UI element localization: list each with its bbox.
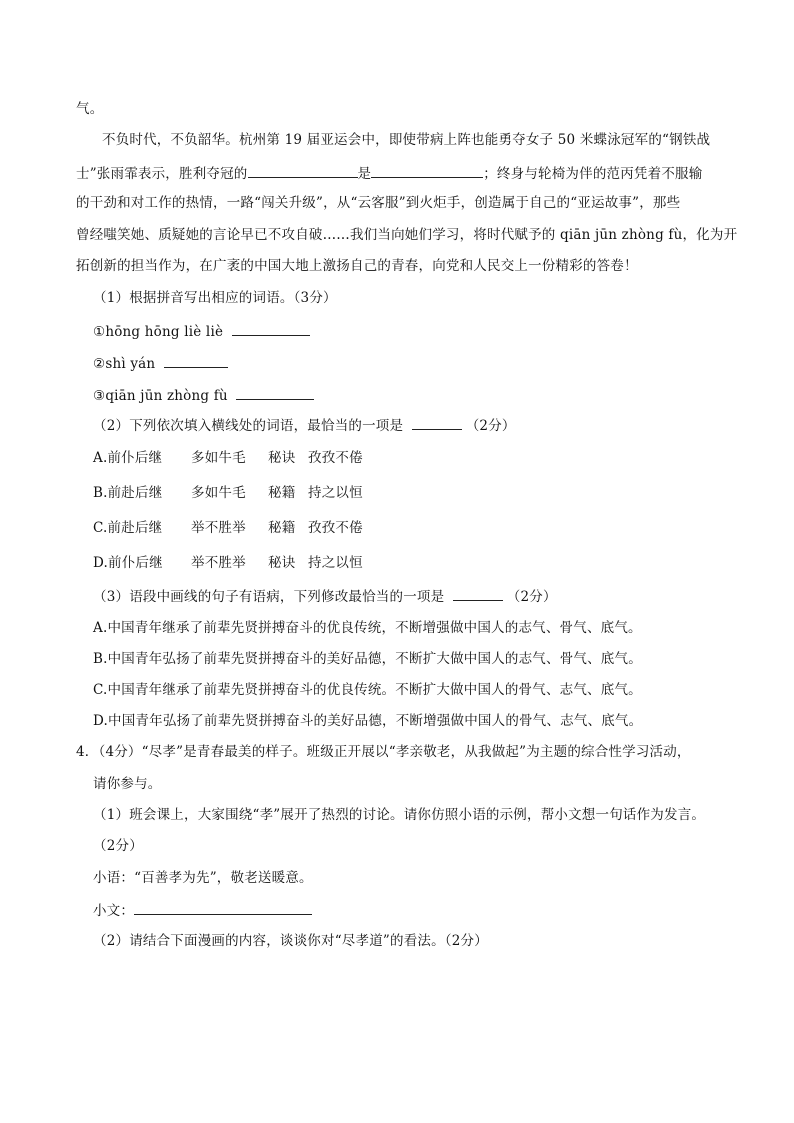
q2-prompt — [93, 415, 516, 435]
q3-answer-blank — [453, 586, 503, 601]
q4-sub1-prompt: （1）班会课上，大家围绕“孝”展开了热烈的讨论。请你仿照小语的示例，帮小文想一句话作为发言。 — [93, 807, 706, 823]
q2-option-d — [93, 554, 363, 572]
passage-line-3: 的干劲和对工作的热情，一路“闯关升级”，从“云客服”到火炬手，创造属于自己的“亚运故事”，那些 — [76, 195, 681, 211]
q1-item-1 — [93, 321, 310, 341]
q2-option-c-word-3: 秘籍 — [268, 520, 296, 536]
passage-line-2-end: ；终身与轮椅为伴的范丙凭着不服输 — [483, 166, 703, 182]
q1-prompt: （1）根据拼音写出相应的词语。（3分） — [93, 290, 337, 306]
q2-option-b — [93, 484, 363, 502]
blank-2 — [371, 163, 483, 178]
q2-points: （2分） — [465, 418, 516, 434]
q3-option-b: B.中国青年弘扬了前辈先贤拼搏奋斗的美好品德，不断扩大做中国人的志气、骨气、底气。 — [93, 651, 642, 667]
passage-line-2-start: 士”张雨霏表示，胜利夺冠的 — [76, 166, 248, 182]
passage-line-2-mid: 是 — [357, 166, 372, 182]
q1-item-1-pinyin: hōng hōng liè liè — [105, 324, 224, 340]
q3-points: （2分） — [506, 589, 557, 605]
passage-line-5: 拓创新的担当作为，在广袤的中国大地上激扬自己的青春，向党和人民交上一份精彩的答卷！ — [76, 258, 638, 274]
q2-option-a-word-1: A.前仆后继 — [93, 450, 163, 466]
q4-xiaowen-line — [93, 900, 312, 920]
q3-option-d: D.中国青年弘扬了前辈先贤拼搏奋斗的美好品德，不断增强做中国人的骨气、志气、底气。 — [93, 713, 643, 729]
q1-item-2 — [93, 353, 228, 373]
q2-prompt-text: （2）下列依次填入横线处的词语，最恰当的一项是 — [93, 418, 404, 434]
q1-item-2-answer-blank — [164, 353, 228, 368]
q2-option-c-word-4: 孜孜不倦 — [308, 520, 363, 536]
passage-line-0: 气。 — [76, 101, 104, 117]
q2-answer-blank — [412, 415, 462, 430]
q1-item-2-marker: ② — [93, 356, 106, 372]
q1-item-3-pinyin: qiān jūn zhòng fù — [105, 388, 228, 404]
q4-stem-line-2: 请你参与。 — [93, 776, 162, 792]
q1-item-3-answer-blank — [236, 385, 314, 400]
q3-prompt-text: （3）语段中画线的句子有语病，下列修改最恰当的一项是 — [93, 589, 445, 605]
passage-line-1: 不负时代，不负韶华。杭州第 19 届亚运会中，即使带病上阵也能勇夺女子 50 米蝶泳冠军的“钢铁战 — [102, 132, 711, 148]
q1-item-3-marker: ③ — [93, 388, 106, 404]
q1-item-3 — [93, 385, 314, 405]
q4-stem-line-1: 4．（4分）“尽孝”是青春最美的样子。班级正开展以“孝亲敬老，从我做起”为主题的综合性学习活动， — [76, 744, 691, 760]
q1-item-1-answer-blank — [232, 321, 310, 336]
q2-option-d-word-4: 持之以恒 — [308, 555, 363, 571]
q2-option-c-word-2: 举不胜举 — [191, 520, 246, 536]
q4-xiaoyu-example: 小语：“百善孝为先”，敬老送暖意。 — [93, 870, 313, 886]
q2-option-a-word-3: 秘诀 — [268, 450, 296, 466]
q2-option-c — [93, 519, 363, 537]
q3-prompt — [93, 586, 557, 606]
q4-xiaowen-answer-blank — [134, 900, 312, 915]
q3-option-c: C.中国青年继承了前辈先贤拼搏奋斗的优良传统。不断扩大做中国人的骨气、志气、底气。 — [93, 682, 642, 698]
q4-sub1-points: （2分） — [93, 838, 143, 854]
q2-option-a-word-4: 孜孜不倦 — [308, 450, 363, 466]
q2-option-b-word-2: 多如牛毛 — [191, 485, 246, 501]
q2-option-a — [93, 449, 363, 467]
q2-option-c-word-1: C.前赴后继 — [93, 520, 163, 536]
q2-option-d-word-2: 举不胜举 — [191, 555, 246, 571]
blank-1 — [248, 163, 358, 178]
q2-option-b-word-3: 秘籍 — [268, 485, 296, 501]
q2-option-d-word-1: D.前仆后继 — [93, 555, 163, 571]
q3-option-a: A.中国青年继承了前辈先贤拼搏奋斗的优良传统，不断增强做中国人的志气、骨气、底气。 — [93, 620, 642, 636]
q4-xiaowen-label: 小文： — [93, 903, 135, 919]
passage-line-4: 曾经嗤笑她、质疑她的言论早已不攻自破……我们当向她们学习，将时代赋予的 qiān jūn zhòng fù，化为开 — [76, 227, 738, 243]
q2-option-a-word-2: 多如牛毛 — [191, 450, 246, 466]
q2-option-b-word-4: 持之以恒 — [308, 485, 363, 501]
q2-option-d-word-3: 秘诀 — [268, 555, 296, 571]
passage-line-2 — [76, 163, 702, 183]
q2-option-b-word-1: B.前赴后继 — [93, 485, 163, 501]
q1-item-2-pinyin: shì yán — [105, 356, 156, 372]
q4-sub2-prompt: （2）请结合下面漫画的内容，谈谈你对“尽孝道”的看法。（2分） — [93, 933, 488, 949]
q1-item-1-marker: ① — [93, 324, 106, 340]
